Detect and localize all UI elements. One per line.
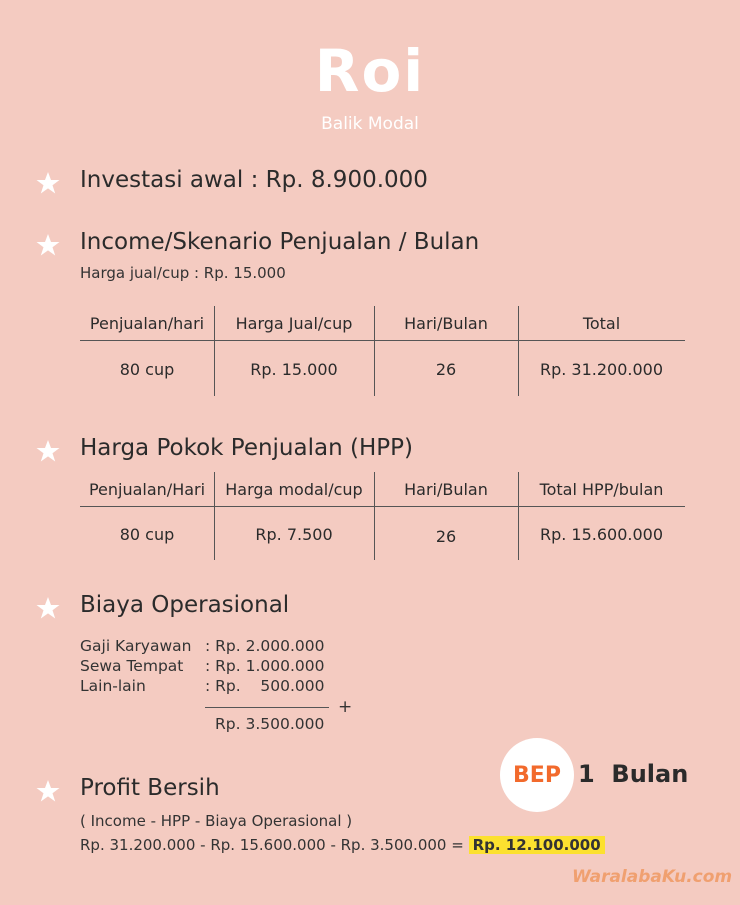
hpp-header-total: Total HPP/bulan [539, 480, 664, 499]
operasional-heading: Biaya Operasional [80, 592, 290, 618]
bep-value: 1 Bulan [578, 760, 689, 788]
income-header-hari: Hari/Bulan [404, 314, 488, 333]
watermark-logo: WaralabaKu.com [572, 867, 733, 887]
income-heading [80, 229, 479, 255]
roi-logo: Roi [314, 37, 426, 105]
income-cell-hari: 26 [435, 360, 457, 379]
operasional-item-value: : Rp. 500.000 [205, 677, 325, 695]
table-divider [374, 306, 375, 396]
star-icon [36, 779, 60, 803]
table-divider [214, 306, 215, 396]
hpp-header-penjualan: Penjualan/Hari [88, 480, 206, 499]
hpp-cell-penjualan: 80 cup [119, 525, 175, 544]
star-icon [36, 233, 60, 257]
operasional-item-value: : Rp. 1.000.000 [205, 657, 325, 675]
table-divider [214, 472, 215, 560]
profit-formula-note: ( Income - HPP - Biaya Operasional ) [80, 812, 353, 830]
operasional-item [80, 656, 325, 676]
bep-label: BEP [513, 762, 561, 788]
hpp-header-hari: Hari/Bulan [404, 480, 488, 499]
table-divider [374, 472, 375, 560]
operasional-item-value: : Rp. 2.000.000 [205, 637, 325, 655]
income-cell-total: Rp. 31.200.000 [539, 360, 664, 379]
operasional-item-label: Gaji Karyawan [80, 637, 192, 655]
operasional-item [80, 636, 325, 656]
operasional-total: Rp. 3.500.000 [215, 715, 325, 733]
profit-formula [80, 836, 605, 854]
hpp-cell-hari: 26 [435, 527, 457, 546]
income-table [80, 306, 685, 396]
table-divider [518, 306, 519, 396]
star-icon [36, 171, 60, 195]
income-cell-harga: Rp. 15.000 [250, 360, 338, 379]
operasional-item-label: Lain-lain [80, 677, 146, 695]
table-divider [518, 472, 519, 560]
hpp-table [80, 472, 685, 560]
star-icon [36, 596, 60, 620]
income-title-suffix: / Bulan [398, 229, 480, 255]
bep-badge [500, 738, 574, 812]
sum-line [205, 707, 329, 708]
logo-subtitle: Balik Modal [321, 114, 419, 134]
profit-result: Rp. 12.100.000 [469, 836, 605, 854]
operasional-item [80, 676, 325, 696]
income-header-harga: Harga Jual/cup [235, 314, 353, 333]
income-cell-penjualan: 80 cup [119, 360, 175, 379]
investasi-heading: Investasi awal : Rp. 8.900.000 [80, 167, 428, 193]
operasional-list [80, 636, 325, 696]
hpp-cell-total: Rp. 15.600.000 [539, 525, 664, 544]
income-header-penjualan: Penjualan/hari [89, 314, 205, 333]
income-header-total: Total [582, 314, 621, 333]
hpp-cell-harga: Rp. 7.500 [255, 525, 333, 544]
star-icon [36, 439, 60, 463]
income-title: Income/Skenario Penjualan [80, 229, 392, 255]
hpp-header-harga: Harga modal/cup [225, 480, 363, 499]
operasional-item-label: Sewa Tempat [80, 657, 184, 675]
hpp-heading: Harga Pokok Penjualan (HPP) [80, 435, 413, 461]
sum-plus-sign: + [338, 697, 353, 717]
profit-formula-text: Rp. 31.200.000 - Rp. 15.600.000 - Rp. 3.500.000 = [80, 836, 464, 854]
profit-heading: Profit Bersih [80, 775, 220, 801]
income-note: Harga jual/cup : Rp. 15.000 [80, 264, 286, 282]
